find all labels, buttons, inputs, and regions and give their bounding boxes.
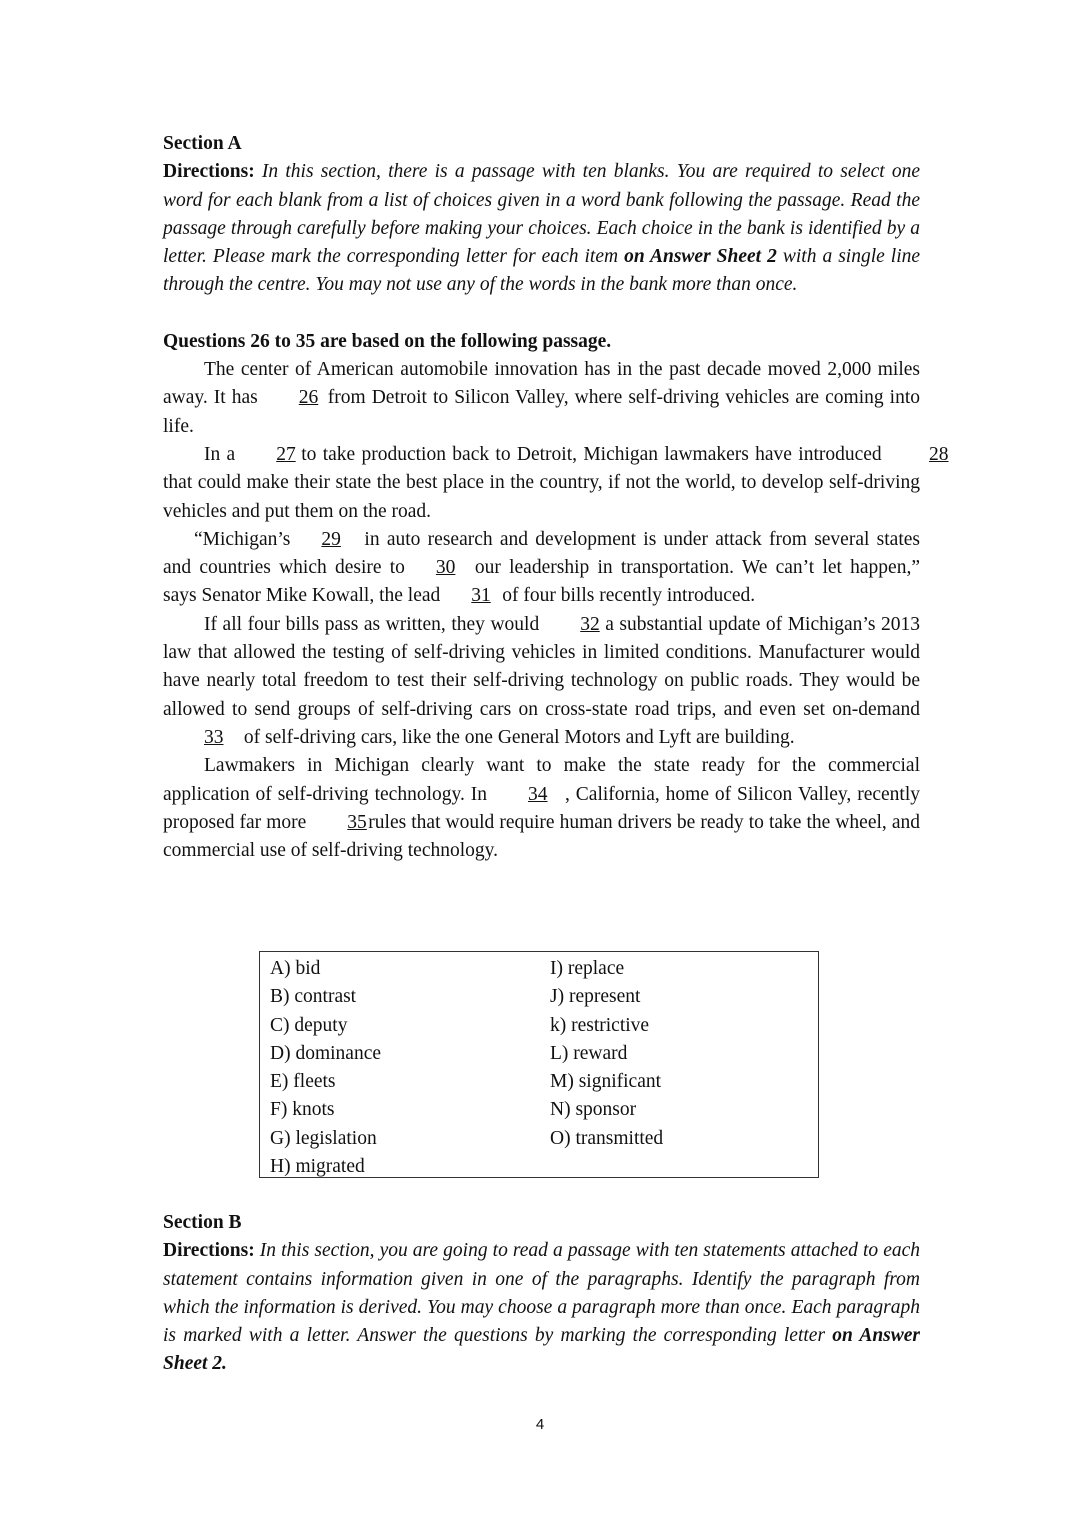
word-bank-right-column (550, 955, 663, 1153)
blank-30: 30 (435, 557, 456, 579)
passage-text: In a (204, 443, 236, 465)
passage-paragraph-5 (163, 752, 920, 865)
passage-text: our leadership in transportation. We can’t let happen,” says Senator Mike Kowall, the lead (163, 557, 920, 607)
blank-27: 27 (276, 443, 296, 465)
word-bank-item: B) contrast (270, 986, 357, 1008)
passage-text: in auto research and development is under attack from several states and countries which desire to (163, 528, 920, 579)
directions-label: Directions: (163, 1240, 255, 1262)
word-bank-item: N) sponsor (550, 1099, 637, 1121)
section-a-directions (163, 158, 920, 299)
word-bank-item: I) replace (550, 958, 625, 979)
passage-paragraph-2 (163, 441, 949, 526)
blank-34: 34 (528, 783, 548, 805)
word-bank-item: A) bid (270, 958, 321, 979)
word-bank-item: L) reward (550, 1042, 628, 1064)
word-bank-item: O) transmitted (550, 1127, 664, 1149)
word-bank-item: D) dominance (270, 1042, 382, 1064)
blank-31: 31 (471, 585, 491, 607)
word-bank-item: C) deputy (270, 1014, 348, 1036)
word-bank-item: M) significant (550, 1071, 662, 1093)
passage-text: Lawmakers in Michigan clearly want to make the state ready for the commercial application of self-driving technology. In (163, 755, 920, 805)
directions-text: In this section, you are going to read a passage with ten statements attached to each statement contains information given in one of the paragraphs. Identify the paragraph from which the information is derived. You may choose a paragraph more than once. Each paragraph is marked with a letter. Answer the questions by marking the corresponding letter (163, 1240, 920, 1347)
passage-paragraph-3 (163, 526, 920, 611)
directions-label: Directions: (163, 161, 255, 183)
passage-text: The center of American automobile innovation has in the past decade moved 2,000 miles away. It has (163, 359, 920, 409)
blank-26: 26 (298, 387, 319, 409)
passage-text: from Detroit to Silicon Valley, where self-driving vehicles are coming into life. (163, 387, 921, 437)
passage-text: to take production back to Detroit, Michigan lawmakers have introduced (301, 443, 882, 465)
blank-32: 32 (580, 613, 600, 635)
passage-heading: Questions 26 to 35 are based on the following passage. (163, 330, 612, 352)
word-bank-left-column (270, 955, 381, 1181)
word-bank-item: H) migrated (270, 1156, 365, 1178)
word-bank-item: E) fleets (270, 1071, 336, 1093)
section-a-title: Section A (163, 133, 242, 154)
word-bank-item: F) knots (270, 1099, 335, 1121)
blank-33: 33 (204, 726, 224, 748)
section-b (163, 1209, 920, 1379)
passage-text: of self-driving cars, like the one General Motors and Lyft are building. (243, 726, 795, 748)
word-bank (259, 951, 819, 1178)
directions-text: In this section, there is a passage with ten blanks. You are required to select one word for each blank from a list of choices given in a word bank following the passage. Read the passage through carefully before making your choices. Each choice in the bank is identified by a letter. Please mark the corresponding letter for each item (163, 161, 921, 268)
directions-answer-sheet: on Answer Sheet 2. (163, 1325, 921, 1375)
section-b-directions (163, 1237, 920, 1378)
passage-paragraph-1 (163, 356, 920, 441)
directions-text-end: with a single line through the centre. You may not use any of the words in the bank more than once. (163, 246, 921, 296)
blank-35: 35 (347, 811, 367, 833)
blank-28: 28 (929, 443, 949, 465)
passage-text: “Michigan’s (194, 528, 291, 550)
section-b-title: Section B (163, 1212, 242, 1233)
passage-text: that could make their state the best place in the country, if not the world, to develop self-driving vehicles and put them on the road. (163, 472, 920, 522)
word-bank-item: G) legislation (270, 1127, 377, 1149)
passage-text: a substantial update of Michigan’s 2013 law that allowed the testing of self-driving vehicles in limited conditions. Manufacturer would have nearly total freedom to test their self-driving technology on public roads. They would be allowed to send groups of self-driving cars on cross-state road trips, and even set on-demand (163, 613, 920, 720)
word-bank-item: k) restrictive (550, 1014, 650, 1036)
passage-text: of four bills recently introduced. (502, 585, 756, 607)
directions-answer-sheet: on Answer Sheet 2 (624, 246, 777, 268)
passage-paragraph-4 (163, 611, 920, 752)
section-a (163, 130, 949, 865)
passage-text: If all four bills pass as written, they would (204, 613, 540, 635)
page-number: 4 (535, 1416, 545, 1433)
passage-text: rules that would require human drivers be ready to take the wheel, and commercial use of self-driving technology. (163, 811, 920, 862)
blank-29: 29 (321, 528, 341, 550)
word-bank-item: J) represent (550, 986, 641, 1008)
passage-text: , California, home of Silicon Valley, recently proposed far more (163, 783, 920, 833)
